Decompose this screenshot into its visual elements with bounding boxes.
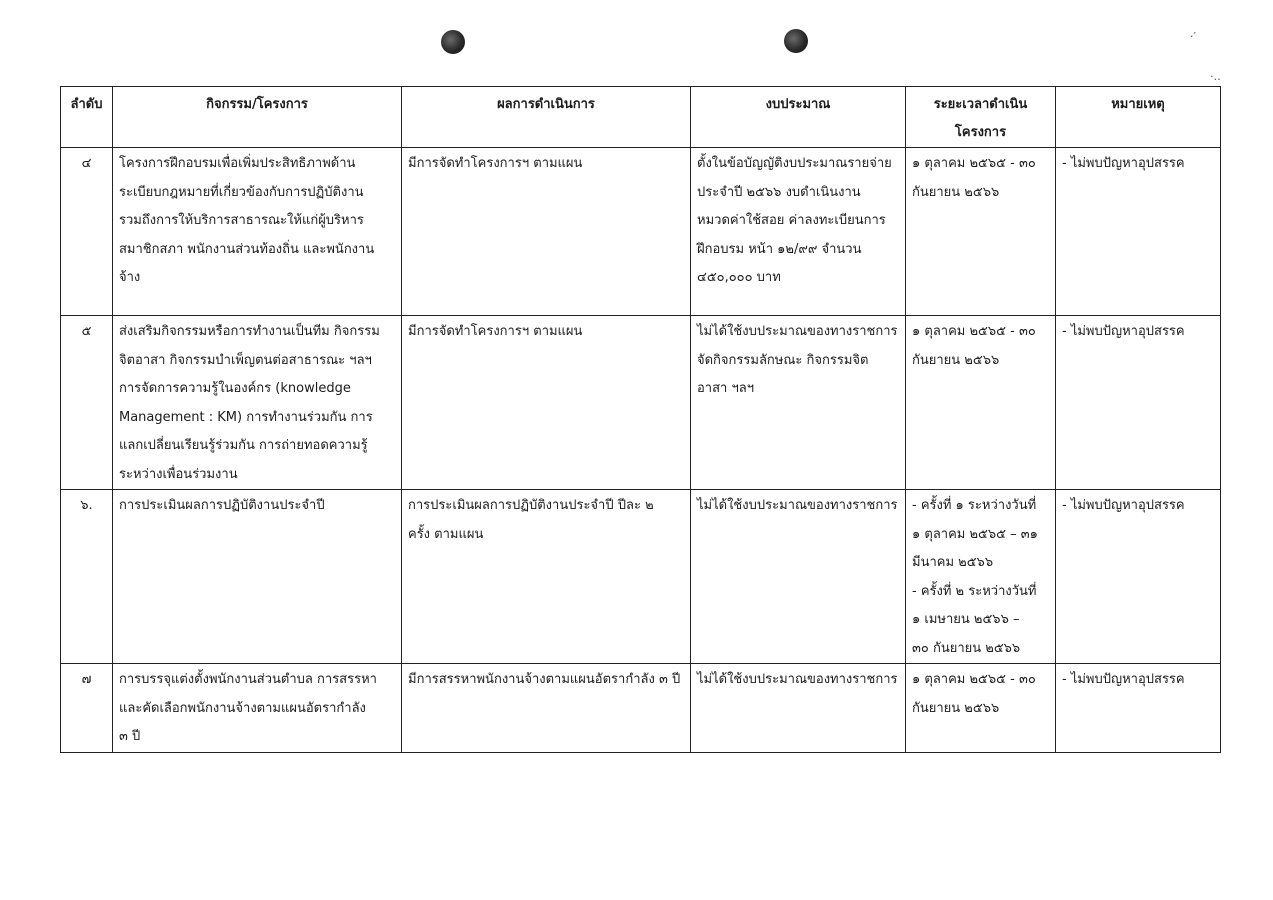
punch-hole-right	[784, 29, 808, 53]
header-period: ระยะเวลาดำเนิน โครงการ	[906, 87, 1056, 148]
remark-cell: - ไม่พบปัญหาอุปสรรค	[1056, 148, 1221, 316]
activity-cell: โครงการฝึกอบรมเพื่อเพิ่มประสิทธิภาพด้าน ระเบียบกฎหมายที่เกี่ยวข้องกับการปฏิบัติงาน รวมถึงการให้บริการสาธารณะให้แก่ผู้บริหาร สมาชิกสภา พนักงานส่วนท้องถิ่น และพนักงาน จ้าง	[113, 148, 402, 316]
period-cell: ๑ ตุลาคม ๒๕๖๕ - ๓๐ กันยายน ๒๕๖๖	[906, 148, 1056, 316]
result-cell: มีการสรรหาพนักงานจ้างตามแผนอัตรากำลัง ๓ ปี	[402, 664, 691, 753]
report-table	[60, 86, 1221, 753]
table-row	[61, 148, 1221, 316]
table-row	[61, 316, 1221, 490]
budget-cell: ไม่ได้ใช้งบประมาณของทางราชการ จัดกิจกรรมลักษณะ กิจกรรมจิต อาสา ฯลฯ	[691, 316, 906, 490]
budget-cell: ไม่ได้ใช้งบประมาณของทางราชการ	[691, 490, 906, 664]
activity-cell: ส่งเสริมกิจกรรมหรือการทำงานเป็นทีม กิจกรรม จิตอาสา กิจกรรมบำเพ็ญตนต่อสาธารณะ ฯลฯ การจัดการความรู้ในองค์กร (knowledge Management : KM) การทำงานร่วมกัน การ แลกเปลี่ยนเรียนรู้ร่วมกัน การถ่ายทอดความรู้ ระหว่างเพื่อนร่วมงาน	[113, 316, 402, 490]
result-cell: มีการจัดทำโครงการฯ ตามแผน	[402, 316, 691, 490]
scan-mark: ·′	[1190, 30, 1196, 43]
row-number: ๔	[61, 148, 113, 316]
result-cell: การประเมินผลการปฏิบัติงานประจำปี ปีละ ๒ ครั้ง ตามแผน	[402, 490, 691, 664]
result-cell: มีการจัดทำโครงการฯ ตามแผน	[402, 148, 691, 316]
remark-cell: - ไม่พบปัญหาอุปสรรค	[1056, 490, 1221, 664]
row-number: ๖.	[61, 490, 113, 664]
header-result: ผลการดำเนินการ	[402, 87, 691, 148]
remark-cell: - ไม่พบปัญหาอุปสรรค	[1056, 316, 1221, 490]
row-number: ๗	[61, 664, 113, 753]
scan-mark: ·‥	[1210, 70, 1221, 83]
budget-cell: ตั้งในข้อบัญญัติงบประมาณรายจ่าย ประจำปี ๒๕๖๖ งบดำเนินงาน หมวดค่าใช้สอย ค่าลงทะเบียนการ ฝึกอบรม หน้า ๑๒/๙๙ จำนวน ๔๕๐,๐๐๐ บาท	[691, 148, 906, 316]
header-no: ลำดับ	[61, 87, 113, 148]
table-row	[61, 490, 1221, 664]
punch-hole-left	[441, 30, 465, 54]
table-row	[61, 664, 1221, 753]
budget-cell: ไม่ได้ใช้งบประมาณของทางราชการ	[691, 664, 906, 753]
table-header-row	[61, 87, 1221, 148]
period-cell: ๑ ตุลาคม ๒๕๖๕ - ๓๐ กันยายน ๒๕๖๖	[906, 664, 1056, 753]
period-cell: ๑ ตุลาคม ๒๕๖๕ - ๓๐ กันยายน ๒๕๖๖	[906, 316, 1056, 490]
row-number: ๕	[61, 316, 113, 490]
period-cell: - ครั้งที่ ๑ ระหว่างวันที่ ๑ ตุลาคม ๒๕๖๕ – ๓๑ มีนาคม ๒๕๖๖ - ครั้งที่ ๒ ระหว่างวันที่ ๑ เมษายน ๒๕๖๖ – ๓๐ กันยายน ๒๕๖๖	[906, 490, 1056, 664]
remark-cell: - ไม่พบปัญหาอุปสรรค	[1056, 664, 1221, 753]
activity-cell: การประเมินผลการปฏิบัติงานประจำปี	[113, 490, 402, 664]
header-budget: งบประมาณ	[691, 87, 906, 148]
header-activity: กิจกรรม/โครงการ	[113, 87, 402, 148]
activity-cell: การบรรจุแต่งตั้งพนักงานส่วนตำบล การสรรหา และคัดเลือกพนักงานจ้างตามแผนอัตรากำลัง ๓ ปี	[113, 664, 402, 753]
header-remark: หมายเหตุ	[1056, 87, 1221, 148]
